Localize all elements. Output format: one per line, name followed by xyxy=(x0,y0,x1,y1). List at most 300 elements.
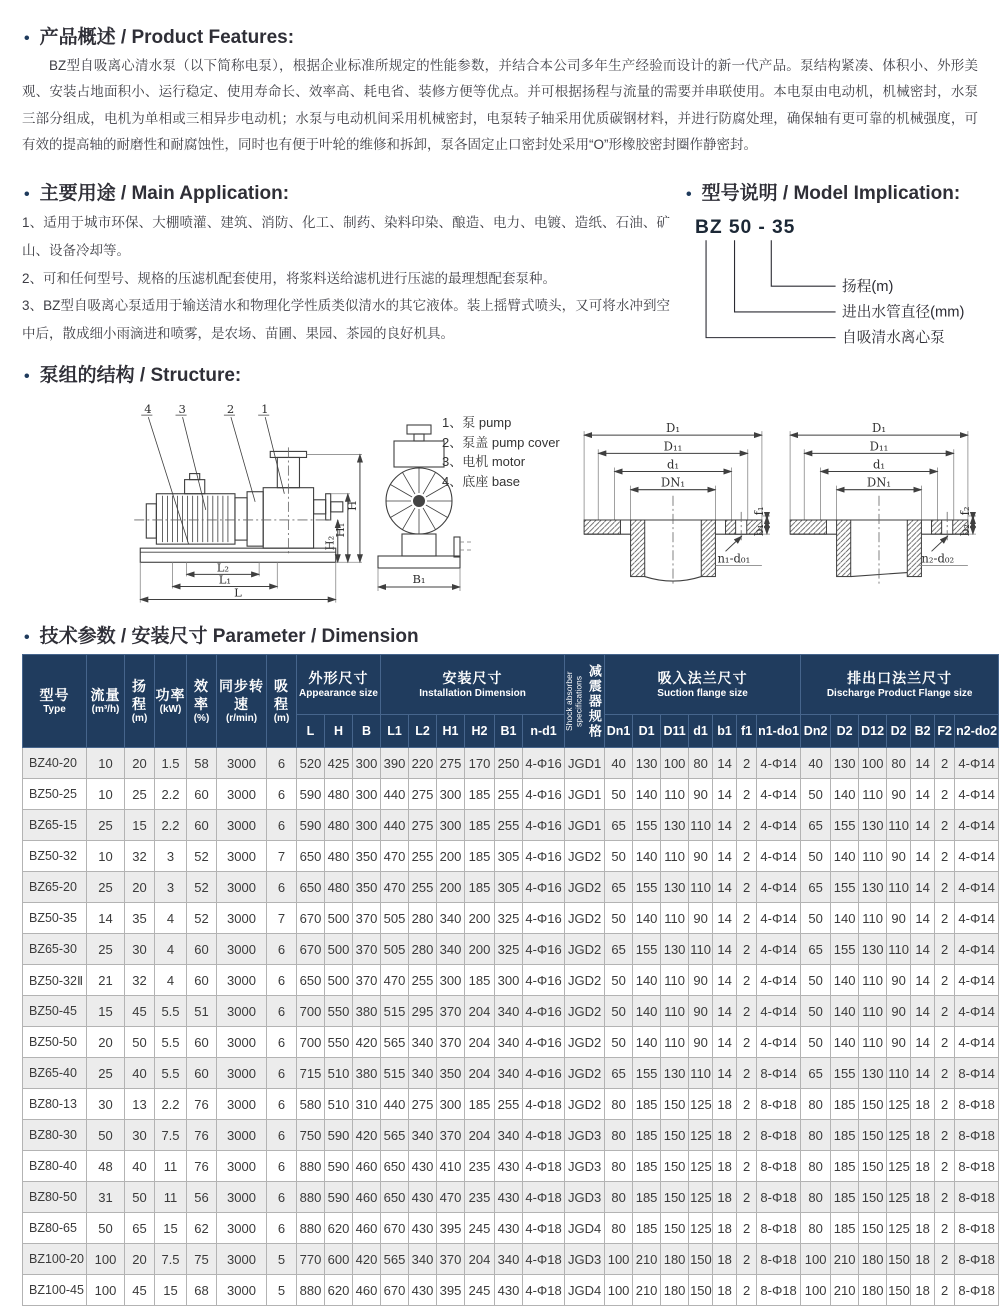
value-cell: 340 xyxy=(409,1058,437,1089)
value-cell: 110 xyxy=(887,1058,911,1089)
value-cell: 235 xyxy=(465,1151,495,1182)
value-cell: 280 xyxy=(409,934,437,965)
column-header: d1 xyxy=(689,714,713,748)
value-cell: 650 xyxy=(297,872,325,903)
value-cell: 500 xyxy=(325,934,353,965)
value-cell: 60 xyxy=(187,965,217,996)
value-cell: 565 xyxy=(381,1244,409,1275)
value-cell: 60 xyxy=(187,779,217,810)
value-cell: 460 xyxy=(353,1182,381,1213)
col-group-installation: 安装尺寸 Installation Dimension xyxy=(381,655,565,714)
value-cell: 130 xyxy=(661,934,689,965)
value-cell: 300 xyxy=(495,965,523,996)
value-cell: 2 xyxy=(737,1244,757,1275)
value-cell: 110 xyxy=(859,996,887,1027)
value-cell: JGD2 xyxy=(565,903,605,934)
value-cell: 14 xyxy=(713,965,737,996)
value-cell: 480 xyxy=(325,810,353,841)
value-cell: 565 xyxy=(381,1027,409,1058)
value-cell: 185 xyxy=(465,810,495,841)
value-cell: 245 xyxy=(465,1213,495,1244)
value-cell: 5.5 xyxy=(155,996,187,1027)
value-cell: 500 xyxy=(325,903,353,934)
value-cell: 410 xyxy=(437,1151,465,1182)
value-cell: 3000 xyxy=(217,1058,267,1089)
value-cell: 14 xyxy=(713,934,737,965)
value-cell: 4-Φ18 xyxy=(523,1275,565,1306)
value-cell: 18 xyxy=(713,1120,737,1151)
value-cell: 25 xyxy=(87,934,125,965)
value-cell: 80 xyxy=(801,1151,831,1182)
value-cell: 90 xyxy=(887,1027,911,1058)
model-cell: BZ100-45 xyxy=(23,1275,87,1306)
value-cell: 80 xyxy=(801,1213,831,1244)
value-cell: 185 xyxy=(633,1213,661,1244)
value-cell: 18 xyxy=(713,1089,737,1120)
value-cell: 7.5 xyxy=(155,1120,187,1151)
value-cell: 130 xyxy=(661,810,689,841)
value-cell: 150 xyxy=(887,1244,911,1275)
value-cell: 370 xyxy=(353,965,381,996)
value-cell: 350 xyxy=(353,872,381,903)
value-cell: 155 xyxy=(633,872,661,903)
value-cell: JGD2 xyxy=(565,1089,605,1120)
value-cell: 255 xyxy=(409,965,437,996)
value-cell: 140 xyxy=(633,903,661,934)
value-cell: 5 xyxy=(267,1244,297,1275)
value-cell: 2 xyxy=(737,1213,757,1244)
column-header: H xyxy=(325,714,353,748)
value-cell: 275 xyxy=(409,779,437,810)
value-cell: 14 xyxy=(911,996,935,1027)
value-cell: 2 xyxy=(737,1089,757,1120)
value-cell: 180 xyxy=(859,1244,887,1275)
value-cell: 4-Φ14 xyxy=(955,872,999,903)
value-cell: 100 xyxy=(605,1275,633,1306)
value-cell: 50 xyxy=(125,1027,155,1058)
value-cell: 18 xyxy=(911,1275,935,1306)
value-cell: 300 xyxy=(353,748,381,779)
dim-label-h1: H₁ xyxy=(332,523,347,538)
value-cell: 40 xyxy=(125,1058,155,1089)
value-cell: 590 xyxy=(325,1120,353,1151)
value-cell: 4 xyxy=(155,934,187,965)
column-header: D2 xyxy=(831,714,859,748)
value-cell: 52 xyxy=(187,903,217,934)
model-label-head: 扬程(m) xyxy=(842,279,894,296)
value-cell: 125 xyxy=(887,1151,911,1182)
value-cell: 140 xyxy=(633,965,661,996)
value-cell: 110 xyxy=(859,779,887,810)
value-cell: 4-Φ14 xyxy=(757,965,801,996)
value-cell: 2 xyxy=(737,872,757,903)
value-cell: 4-Φ18 xyxy=(523,1213,565,1244)
value-cell: 460 xyxy=(353,1213,381,1244)
column-header: f1 xyxy=(737,714,757,748)
value-cell: 470 xyxy=(381,872,409,903)
table-row xyxy=(23,996,999,1027)
value-cell: 5.5 xyxy=(155,1027,187,1058)
value-cell: 50 xyxy=(801,779,831,810)
value-cell: 300 xyxy=(437,810,465,841)
value-cell: 65 xyxy=(801,810,831,841)
value-cell: 50 xyxy=(801,1027,831,1058)
value-cell: 2 xyxy=(935,934,955,965)
value-cell: 460 xyxy=(353,1151,381,1182)
value-cell: 4-Φ14 xyxy=(757,841,801,872)
value-cell: JGD1 xyxy=(565,779,605,810)
value-cell: 14 xyxy=(911,1027,935,1058)
value-cell: 6 xyxy=(267,996,297,1027)
col-header-power: 功率 (kW) xyxy=(155,655,187,748)
value-cell: 125 xyxy=(887,1213,911,1244)
value-cell: 380 xyxy=(353,1058,381,1089)
value-cell: 305 xyxy=(495,841,523,872)
dim-label-D1: D₁ xyxy=(666,421,680,436)
value-cell: 6 xyxy=(267,965,297,996)
value-cell: 80 xyxy=(801,1120,831,1151)
value-cell: 14 xyxy=(87,903,125,934)
column-header: F2 xyxy=(935,714,955,748)
value-cell: 430 xyxy=(409,1213,437,1244)
value-cell: 150 xyxy=(661,1089,689,1120)
value-cell: 2 xyxy=(935,810,955,841)
dim-label-D11: D₁₁ xyxy=(869,439,889,454)
value-cell: 14 xyxy=(713,779,737,810)
value-cell: 2 xyxy=(935,903,955,934)
value-cell: 10 xyxy=(87,779,125,810)
value-cell: 14 xyxy=(911,872,935,903)
model-cell: BZ80-65 xyxy=(23,1213,87,1244)
value-cell: 2 xyxy=(935,1275,955,1306)
value-cell: 80 xyxy=(801,1182,831,1213)
value-cell: 880 xyxy=(297,1182,325,1213)
value-cell: 880 xyxy=(297,1151,325,1182)
table-row xyxy=(23,841,999,872)
value-cell: 150 xyxy=(661,1182,689,1213)
value-cell: 4-Φ16 xyxy=(523,996,565,1027)
value-cell: 280 xyxy=(409,903,437,934)
value-cell: 65 xyxy=(801,934,831,965)
callout-1: 1 xyxy=(261,402,269,417)
application-item: 1、适用于城市环保、大棚喷灌、建筑、消防、化工、制药、染料印染、酿造、电力、电镀、造纸、石油、矿山、设备冷却等。 xyxy=(22,215,670,258)
value-cell: 4-Φ14 xyxy=(955,841,999,872)
value-cell: 3000 xyxy=(217,1151,267,1182)
value-cell: 18 xyxy=(713,1213,737,1244)
value-cell: 4-Φ14 xyxy=(757,934,801,965)
value-cell: 204 xyxy=(465,996,495,1027)
value-cell: 520 xyxy=(297,748,325,779)
value-cell: 700 xyxy=(297,1027,325,1058)
part-item: 2、泵盖 pump cover xyxy=(442,434,560,450)
value-cell: 2 xyxy=(935,1182,955,1213)
value-cell: 130 xyxy=(831,748,859,779)
value-cell: 430 xyxy=(409,1151,437,1182)
value-cell: 51 xyxy=(187,996,217,1027)
value-cell: 7.5 xyxy=(155,1244,187,1275)
value-cell: 25 xyxy=(87,872,125,903)
table-row xyxy=(23,934,999,965)
model-label-pipe-diameter: 进出水管直径(mm) xyxy=(842,304,965,321)
dim-label-f2: f₂ xyxy=(957,506,972,516)
value-cell: 155 xyxy=(633,1058,661,1089)
value-cell: 14 xyxy=(713,1058,737,1089)
value-cell: 32 xyxy=(125,841,155,872)
value-cell: 150 xyxy=(859,1120,887,1151)
value-cell: 6 xyxy=(267,1027,297,1058)
table-row xyxy=(23,1151,999,1182)
value-cell: 275 xyxy=(409,810,437,841)
value-cell: 35 xyxy=(125,903,155,934)
value-cell: 6 xyxy=(267,1151,297,1182)
model-cell: BZ65-40 xyxy=(23,1058,87,1089)
value-cell: 14 xyxy=(911,841,935,872)
table-row xyxy=(23,748,999,779)
features-section-title xyxy=(22,22,978,49)
value-cell: 340 xyxy=(409,1244,437,1275)
value-cell: 76 xyxy=(187,1151,217,1182)
value-cell: 48 xyxy=(87,1151,125,1182)
value-cell: 140 xyxy=(633,841,661,872)
value-cell: 5.5 xyxy=(155,1058,187,1089)
value-cell: 50 xyxy=(605,965,633,996)
value-cell: 45 xyxy=(125,996,155,1027)
value-cell: 185 xyxy=(831,1213,859,1244)
value-cell: 6 xyxy=(267,1089,297,1120)
value-cell: 4 xyxy=(155,903,187,934)
value-cell: 50 xyxy=(801,996,831,1027)
value-cell: 350 xyxy=(437,1058,465,1089)
value-cell: 2 xyxy=(737,748,757,779)
value-cell: 90 xyxy=(689,779,713,810)
model-cell: BZ80-50 xyxy=(23,1182,87,1213)
dim-label-d1: d₁ xyxy=(666,457,680,472)
value-cell: 30 xyxy=(125,934,155,965)
value-cell: 60 xyxy=(187,1058,217,1089)
value-cell: 350 xyxy=(353,841,381,872)
value-cell: 110 xyxy=(887,934,911,965)
bullet-icon: • xyxy=(24,629,30,647)
value-cell: JGD3 xyxy=(565,1182,605,1213)
value-cell: 425 xyxy=(325,748,353,779)
value-cell: 4-Φ16 xyxy=(523,841,565,872)
dim-label-n1-do1: n₁-d₀₁ xyxy=(717,551,751,566)
value-cell: 390 xyxy=(381,748,409,779)
value-cell: 620 xyxy=(325,1275,353,1306)
value-cell: 50 xyxy=(125,1182,155,1213)
value-cell: 45 xyxy=(125,1275,155,1306)
value-cell: 440 xyxy=(381,810,409,841)
value-cell: 515 xyxy=(381,996,409,1027)
value-cell: 14 xyxy=(911,965,935,996)
model-cell: BZ50-45 xyxy=(23,996,87,1027)
value-cell: 6 xyxy=(267,872,297,903)
value-cell: 305 xyxy=(495,872,523,903)
value-cell: 65 xyxy=(605,810,633,841)
value-cell: 8-Φ18 xyxy=(757,1151,801,1182)
value-cell: 2 xyxy=(935,1213,955,1244)
value-cell: 13 xyxy=(125,1089,155,1120)
value-cell: 50 xyxy=(801,903,831,934)
model-cell: BZ80-30 xyxy=(23,1120,87,1151)
value-cell: 31 xyxy=(87,1182,125,1213)
value-cell: 300 xyxy=(437,1089,465,1120)
value-cell: 2 xyxy=(737,779,757,810)
value-cell: 14 xyxy=(911,748,935,779)
value-cell: 430 xyxy=(495,1213,523,1244)
bullet-icon: • xyxy=(24,186,30,204)
value-cell: 50 xyxy=(605,841,633,872)
value-cell: 3000 xyxy=(217,1244,267,1275)
value-cell: 4-Φ14 xyxy=(757,1027,801,1058)
value-cell: 14 xyxy=(713,872,737,903)
value-cell: 2 xyxy=(935,1120,955,1151)
value-cell: 52 xyxy=(187,872,217,903)
column-header: n1-do1 xyxy=(757,714,801,748)
value-cell: 2 xyxy=(935,965,955,996)
structure-drawings xyxy=(22,391,978,615)
column-header: B1 xyxy=(495,714,523,748)
value-cell: 340 xyxy=(409,1120,437,1151)
value-cell: 100 xyxy=(859,748,887,779)
value-cell: 670 xyxy=(297,934,325,965)
column-header: D1 xyxy=(633,714,661,748)
value-cell: 110 xyxy=(661,779,689,810)
value-cell: 2 xyxy=(737,1058,757,1089)
value-cell: 340 xyxy=(495,1058,523,1089)
value-cell: 2 xyxy=(737,934,757,965)
callout-2: 2 xyxy=(226,402,235,417)
value-cell: 590 xyxy=(325,1182,353,1213)
value-cell: 140 xyxy=(831,1027,859,1058)
value-cell: 4-Φ16 xyxy=(523,965,565,996)
value-cell: 2 xyxy=(737,810,757,841)
value-cell: 15 xyxy=(87,996,125,1027)
value-cell: 295 xyxy=(409,996,437,1027)
value-cell: 8-Φ18 xyxy=(955,1275,999,1306)
value-cell: 80 xyxy=(801,1089,831,1120)
value-cell: 4-Φ14 xyxy=(955,996,999,1027)
value-cell: 4-Φ16 xyxy=(523,934,565,965)
value-cell: 18 xyxy=(713,1182,737,1213)
value-cell: 14 xyxy=(911,934,935,965)
value-cell: 8-Φ14 xyxy=(955,1058,999,1089)
value-cell: 10 xyxy=(87,748,125,779)
value-cell: JGD1 xyxy=(565,810,605,841)
value-cell: 150 xyxy=(661,1151,689,1182)
value-cell: 480 xyxy=(325,841,353,872)
column-header: L xyxy=(297,714,325,748)
value-cell: 2 xyxy=(737,1275,757,1306)
value-cell: JGD4 xyxy=(565,1275,605,1306)
parameters-title-text: 技术参数 / 安装尺寸 Parameter / Dimension xyxy=(39,626,419,648)
value-cell: 8-Φ18 xyxy=(955,1213,999,1244)
column-header: D12 xyxy=(859,714,887,748)
value-cell: 2 xyxy=(737,1182,757,1213)
model-cell: BZ50-32Ⅱ xyxy=(23,965,87,996)
table-row xyxy=(23,1213,999,1244)
value-cell: 130 xyxy=(859,810,887,841)
value-cell: 180 xyxy=(859,1275,887,1306)
value-cell: 185 xyxy=(465,872,495,903)
value-cell: 245 xyxy=(465,1275,495,1306)
value-cell: 15 xyxy=(155,1213,187,1244)
value-cell: 40 xyxy=(125,1151,155,1182)
bullet-icon: • xyxy=(24,30,30,47)
value-cell: 2 xyxy=(935,748,955,779)
value-cell: 250 xyxy=(495,748,523,779)
callout-3: 3 xyxy=(178,402,186,417)
value-cell: 370 xyxy=(353,934,381,965)
value-cell: JGD2 xyxy=(565,1058,605,1089)
value-cell: 550 xyxy=(325,1027,353,1058)
value-cell: 185 xyxy=(831,1182,859,1213)
value-cell: 650 xyxy=(297,965,325,996)
value-cell: 4-Φ18 xyxy=(523,1151,565,1182)
value-cell: JGD2 xyxy=(565,841,605,872)
model-cell: BZ50-32 xyxy=(23,841,87,872)
value-cell: 1.5 xyxy=(155,748,187,779)
value-cell: 110 xyxy=(859,1027,887,1058)
application-title-text: 主要用途 / Main Application: xyxy=(39,183,290,205)
value-cell: 180 xyxy=(661,1244,689,1275)
table-row xyxy=(23,1058,999,1089)
value-cell: 2 xyxy=(935,1089,955,1120)
value-cell: 340 xyxy=(495,1120,523,1151)
value-cell: 370 xyxy=(437,1120,465,1151)
value-cell: 7 xyxy=(267,841,297,872)
value-cell: 380 xyxy=(353,996,381,1027)
value-cell: 185 xyxy=(831,1089,859,1120)
value-cell: 14 xyxy=(911,779,935,810)
value-cell: 4-Φ14 xyxy=(757,779,801,810)
suction-flange-drawing xyxy=(574,421,772,591)
value-cell: 140 xyxy=(831,903,859,934)
value-cell: 56 xyxy=(187,1182,217,1213)
value-cell: JGD3 xyxy=(565,1120,605,1151)
value-cell: 50 xyxy=(801,965,831,996)
value-cell: 670 xyxy=(381,1213,409,1244)
value-cell: 110 xyxy=(887,810,911,841)
value-cell: 76 xyxy=(187,1089,217,1120)
value-cell: 3000 xyxy=(217,965,267,996)
value-cell: 510 xyxy=(325,1058,353,1089)
value-cell: 204 xyxy=(465,1120,495,1151)
value-cell: 18 xyxy=(713,1151,737,1182)
features-title-text: 产品概述 / Product Features: xyxy=(39,27,295,48)
value-cell: 255 xyxy=(495,1089,523,1120)
value-cell: 480 xyxy=(325,872,353,903)
value-cell: 8-Φ18 xyxy=(757,1182,801,1213)
value-cell: 65 xyxy=(605,872,633,903)
value-cell: 150 xyxy=(887,1275,911,1306)
value-cell: 6 xyxy=(267,1120,297,1151)
value-cell: 18 xyxy=(911,1182,935,1213)
part-item: 3、电机 motor xyxy=(442,454,526,470)
value-cell: 50 xyxy=(801,841,831,872)
application-model-row xyxy=(22,172,978,354)
part-item: 1、泵 pump xyxy=(442,415,512,431)
value-cell: 90 xyxy=(689,965,713,996)
value-cell: 6 xyxy=(267,748,297,779)
value-cell: 20 xyxy=(125,872,155,903)
model-cell: BZ65-15 xyxy=(23,810,87,841)
part-item: 4、底座 base xyxy=(442,473,521,489)
dim-label-D11: D₁₁ xyxy=(663,439,683,454)
value-cell: 60 xyxy=(187,810,217,841)
value-cell: 110 xyxy=(661,1027,689,1058)
value-cell: 180 xyxy=(661,1275,689,1306)
